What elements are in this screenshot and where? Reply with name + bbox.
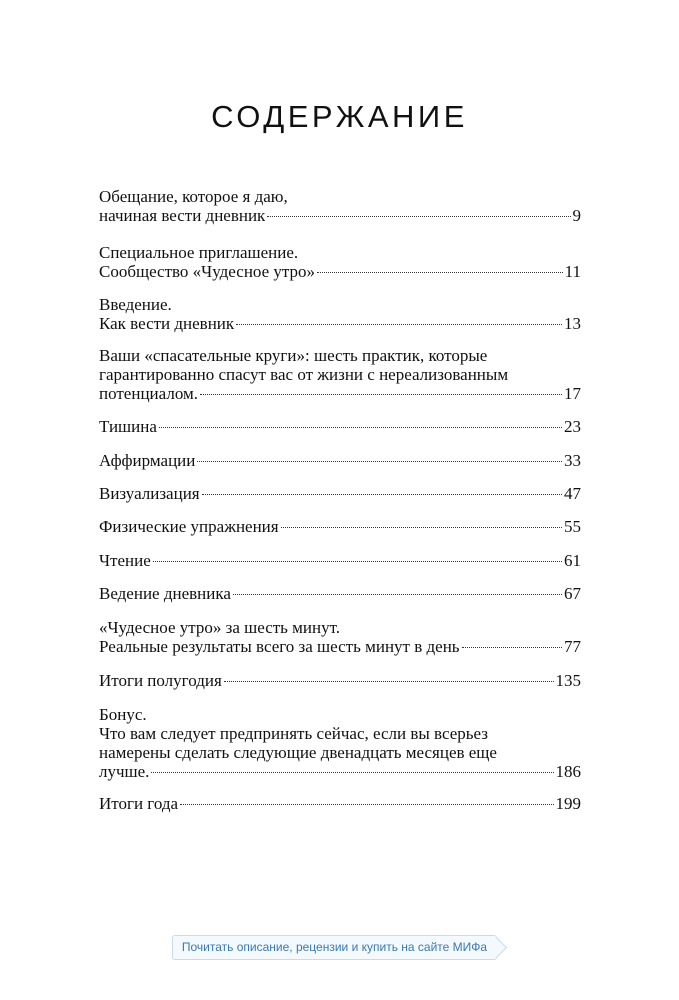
toc-entry[interactable] [99, 551, 581, 570]
dot-leader [153, 561, 562, 562]
toc-entry-line: Специальное приглашение. [99, 243, 299, 262]
toc-entry-line: Ваши «спасательные круги»: шесть практик, которые [99, 346, 488, 365]
toc-entry-title: Сообщество «Чудесное утро» [99, 262, 316, 281]
dot-leader [224, 681, 554, 682]
toc-entry[interactable] [99, 705, 581, 781]
toc-entry-line: Бонус. [99, 705, 147, 724]
toc-page-number: 11 [564, 262, 581, 281]
toc-page-number: 9 [572, 206, 581, 225]
toc-entry-title: лучше. [99, 762, 150, 781]
dot-leader [236, 324, 562, 325]
toc-entry-title: Чтение [99, 551, 151, 570]
toc-entry[interactable] [99, 451, 581, 470]
toc-entry-title: Аффирмации [99, 451, 196, 470]
toc-entry-line: Обещание, которое я даю, [99, 187, 288, 206]
toc-entry[interactable] [99, 517, 581, 536]
dot-leader [233, 594, 562, 595]
toc-entry-title: Как вести дневник [99, 314, 235, 333]
page-title: СОДЕРЖАНИЕ [211, 98, 468, 134]
toc-entry[interactable] [99, 671, 581, 690]
toc-entry[interactable] [99, 187, 581, 225]
dot-leader [180, 804, 553, 805]
toc-page-number: 199 [555, 794, 581, 813]
toc-entry-title: Итоги полугодия [99, 671, 222, 690]
toc-page-number: 13 [564, 314, 581, 333]
toc-page-number: 23 [564, 417, 581, 436]
dot-leader [159, 427, 562, 428]
toc-entry-title: Ведение дневника [99, 584, 231, 603]
toc-entry[interactable] [99, 295, 581, 333]
toc-page-number: 135 [555, 671, 581, 690]
toc-entry[interactable] [99, 243, 581, 281]
toc-entry-title: Итоги года [99, 794, 179, 813]
toc-entry[interactable] [99, 584, 581, 603]
dot-leader [200, 394, 562, 395]
toc-entry-title: Визуализация [99, 484, 200, 503]
toc-page-number: 77 [564, 637, 581, 656]
toc-entry-title: потенциалом. [99, 384, 199, 403]
mif-site-link-label: Почитать описание, рецензии и купить на сайте МИФа [181, 940, 488, 954]
toc-entry-line: Что вам следует предпринять сейчас, если вы всерьез [99, 724, 488, 743]
toc-entry[interactable] [99, 618, 581, 656]
dot-leader [197, 461, 562, 462]
toc-page-number: 67 [564, 584, 581, 603]
dot-leader [281, 527, 562, 528]
toc-page-number: 61 [564, 551, 581, 570]
toc-page-number: 186 [555, 762, 581, 781]
toc-entry[interactable] [99, 417, 581, 436]
toc-page-number: 47 [564, 484, 581, 503]
toc-entry-line: гарантированно спасут вас от жизни с нереализованным [99, 365, 509, 384]
toc-page-number: 17 [564, 384, 581, 403]
toc-entry-line: намерены сделать следующие двенадцать месяцев еще [99, 743, 497, 762]
dot-leader [202, 494, 562, 495]
toc-entry-title: Физические упражнения [99, 517, 279, 536]
dot-leader [317, 272, 563, 273]
toc-entry[interactable] [99, 794, 581, 813]
toc-entry[interactable] [99, 346, 581, 403]
toc-entry-line: Введение. [99, 295, 172, 314]
toc-page-number: 33 [564, 451, 581, 470]
toc-entry-title: Тишина [99, 417, 157, 436]
toc-entry-title: начиная вести дневник [99, 206, 266, 225]
toc-entry-line: «Чудесное утро» за шесть минут. [99, 618, 341, 637]
toc-entry-title: Реальные результаты всего за шесть минут в день [99, 637, 460, 656]
toc-page-number: 55 [564, 517, 581, 536]
dot-leader [267, 216, 570, 217]
dot-leader [151, 772, 553, 773]
toc-entry[interactable] [99, 484, 581, 503]
dot-leader [462, 647, 562, 648]
mif-site-link-button[interactable] [172, 935, 497, 960]
